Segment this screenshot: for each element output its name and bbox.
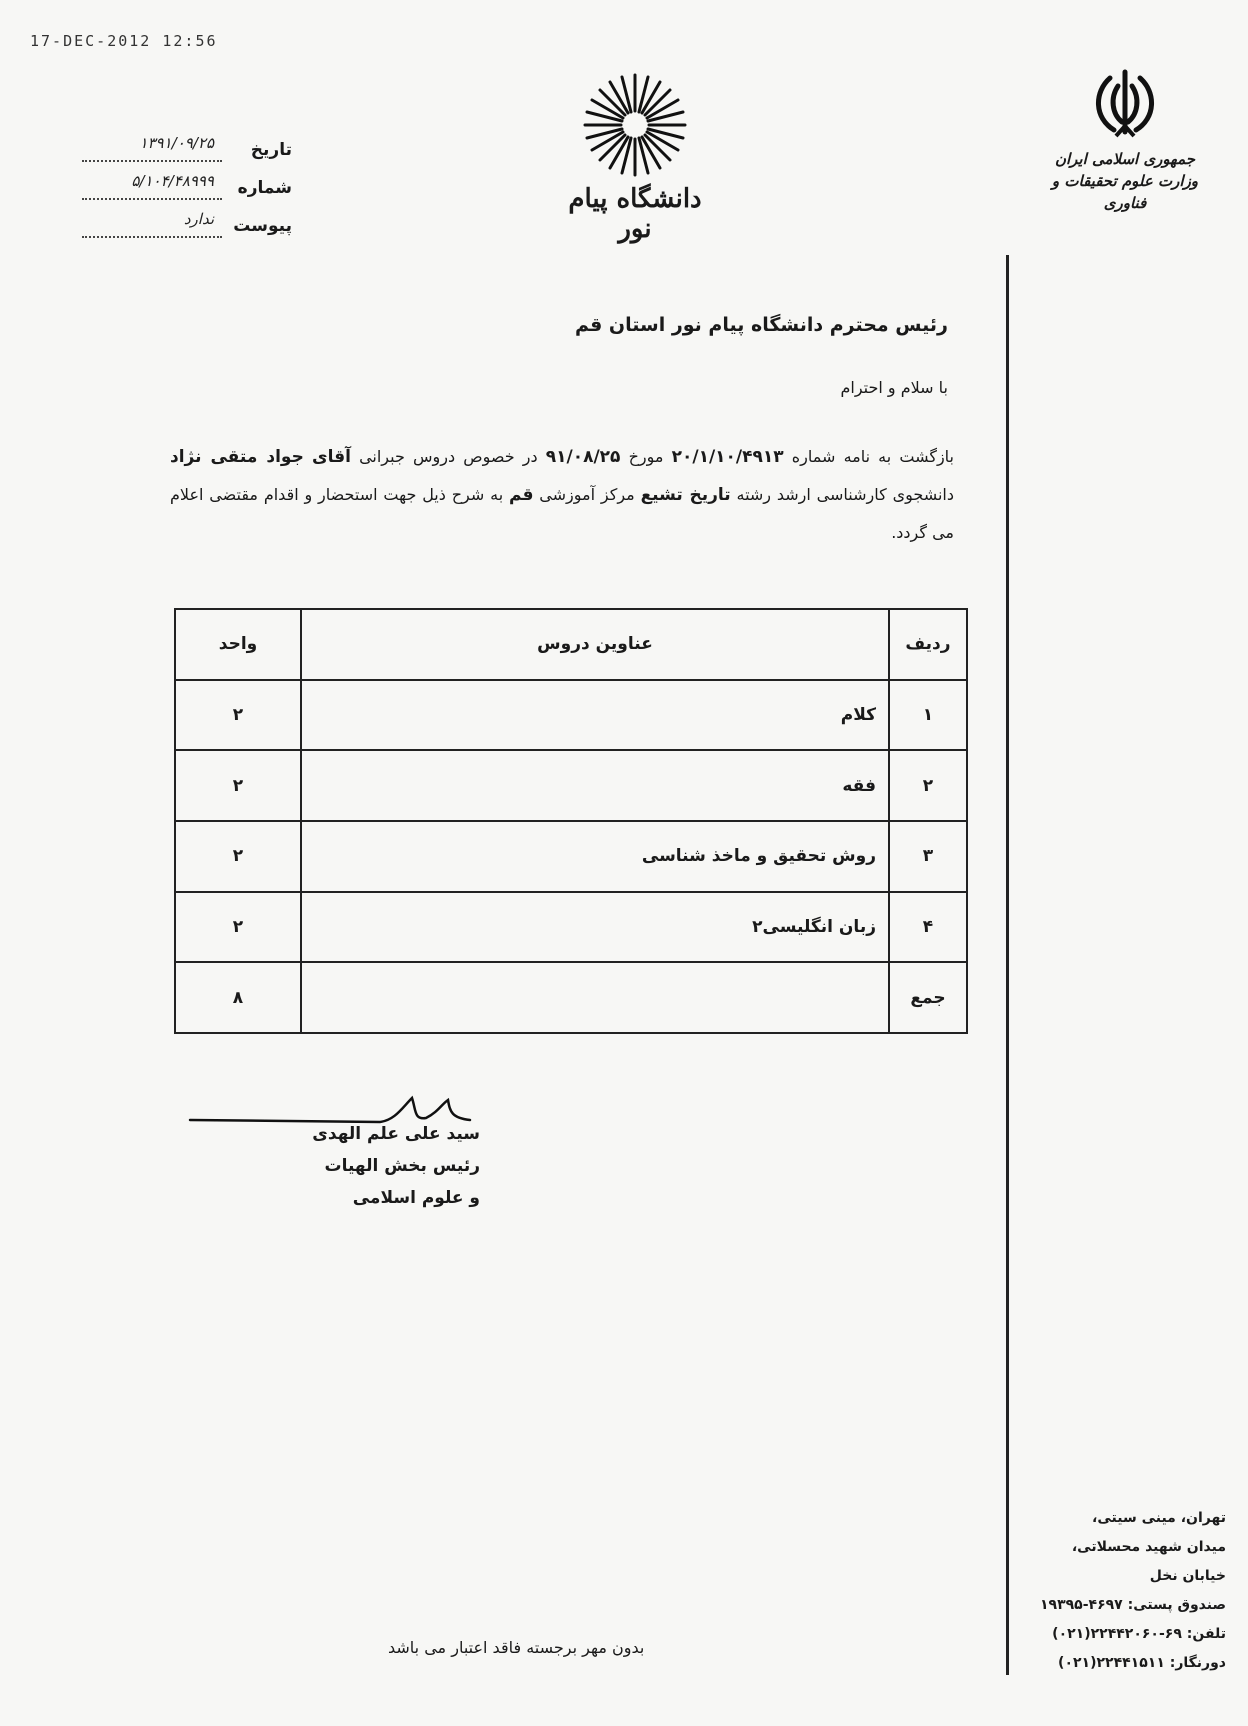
emblem-icon	[1090, 66, 1160, 144]
table-row	[175, 892, 967, 963]
footer-note: بدون مهر برجسته فاقد اعتبار می باشد	[388, 1638, 645, 1657]
address-block	[1036, 1504, 1226, 1678]
table-total-row	[175, 962, 967, 1033]
table-row	[175, 750, 967, 821]
number-value: ۵/۱۰۴/۴۸۹۹۹	[131, 172, 214, 190]
city-name: قم	[508, 485, 534, 505]
table-header-row	[175, 609, 967, 680]
emblem-line-1: جمهوری اسلامی ایران	[1054, 150, 1196, 168]
body-text-2: مورخ	[620, 447, 672, 466]
date-dotted-line	[82, 160, 222, 162]
total-label: جمع	[889, 962, 967, 1033]
address-line-2: میدان شهید محسلاتی،	[1071, 1539, 1226, 1555]
row-number: ۲	[889, 750, 967, 821]
body-text-5: مرکز آموزشی	[533, 485, 641, 504]
date-label: تاریخ	[250, 140, 292, 160]
letter-meta	[82, 132, 292, 246]
signatory-title-2: و علوم اسلامی	[352, 1188, 480, 1208]
body-text-6: به شرح ذیل جهت استحضار و اقدام مقتضی اعلام می گردد.	[170, 485, 954, 542]
recipient: رئیس محترم دانشگاه پیام نور استان قم	[574, 314, 948, 336]
greeting: با سلام و احترام	[840, 378, 948, 397]
course-units: ۲	[175, 680, 301, 751]
body-text-1: بازگشت به نامه شماره	[783, 447, 955, 466]
body-text-3: در خصوص دروس جبرانی	[350, 447, 546, 466]
iran-emblem	[1040, 66, 1210, 214]
letter-body	[170, 438, 954, 552]
number-row	[82, 170, 292, 208]
total-empty-cell	[301, 962, 889, 1033]
col-header-course-title: عناوین دروس	[301, 609, 889, 680]
major-name: تاریخ تشیع	[640, 485, 731, 505]
payame-noor-logo	[565, 70, 705, 250]
attachment-label: پیوست	[233, 216, 292, 236]
course-units: ۲	[175, 750, 301, 821]
emblem-line-2: وزارت علوم تحقیقات و فناوری	[1051, 172, 1199, 212]
number-dotted-line	[82, 198, 222, 200]
phone-number: تلفن: ۶۹-۲۲۴۴۲۰۶۰(۰۲۱)	[1052, 1626, 1226, 1642]
courses-table	[174, 608, 968, 1034]
honorific: آقای	[311, 447, 351, 467]
reference-date: ۹۱/۰۸/۲۵	[545, 447, 621, 467]
signatory-title-1: رئیس بخش الهیات	[324, 1156, 480, 1176]
margin-rule	[1006, 255, 1009, 1675]
col-header-row-number: ردیف	[889, 609, 967, 680]
table-row	[175, 680, 967, 751]
course-units: ۲	[175, 821, 301, 892]
attachment-row	[82, 208, 292, 246]
body-text-4: دانشجوی کارشناسی ارشد رشته	[730, 485, 954, 504]
signatory-name: سید علی علم الهدی	[312, 1124, 480, 1144]
total-units: ۸	[175, 962, 301, 1033]
postal-box: صندوق پستی: ۴۶۹۷-۱۹۳۹۵	[1039, 1597, 1226, 1613]
student-name: جواد متقی نژاد	[170, 447, 304, 467]
course-title: روش تحقیق و ماخذ شناسی	[301, 821, 889, 892]
row-number: ۳	[889, 821, 967, 892]
logo-wordmark: دانشگاه پیام نور	[568, 184, 702, 244]
row-number: ۴	[889, 892, 967, 963]
row-number: ۱	[889, 680, 967, 751]
sunburst-icon	[580, 70, 690, 180]
col-header-units: واحد	[175, 609, 301, 680]
address-line-3: خیابان نخل	[1149, 1568, 1226, 1584]
course-title: زبان انگلیسی۲	[301, 892, 889, 963]
signatory-details	[240, 1118, 480, 1214]
address-line-1: تهران، مینی سیتی،	[1092, 1510, 1226, 1526]
fax-timestamp: 17-DEC-2012 12:56	[30, 32, 218, 50]
number-label: شماره	[237, 178, 292, 198]
course-title: کلام	[301, 680, 889, 751]
course-title: فقه	[301, 750, 889, 821]
date-row	[82, 132, 292, 170]
course-units: ۲	[175, 892, 301, 963]
date-value: ۱۳۹۱/۰۹/۲۵	[139, 134, 214, 152]
reference-number: ۲۰/۱/۱۰/۴۹۱۳	[671, 447, 784, 467]
attachment-value: ندارد	[183, 210, 214, 228]
attachment-dotted-line	[82, 236, 222, 238]
fax-number: دورنگار: ۲۲۴۴۱۵۱۱(۰۲۱)	[1058, 1655, 1226, 1671]
table-row	[175, 821, 967, 892]
